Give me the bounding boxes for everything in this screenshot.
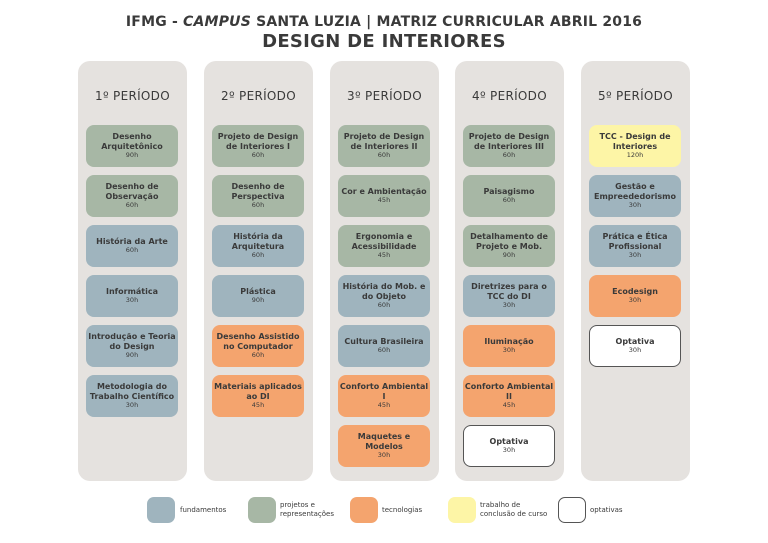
legend-label: projetos e representações — [280, 501, 335, 518]
course-name: Detalhamento de Projeto e Mob. — [470, 232, 548, 251]
course-card — [212, 225, 304, 267]
course-name: Introdução e Teoria do Design — [88, 332, 176, 351]
course-card — [86, 225, 178, 267]
course-card — [589, 175, 681, 217]
course-hours: 30h — [125, 401, 139, 409]
course-card — [212, 275, 304, 317]
legend-label: tecnologias — [382, 506, 423, 514]
period-title: 1º PERÍODO — [95, 89, 170, 103]
course-name: Cor e Ambientação — [341, 186, 427, 196]
legend-label: fundamentos — [180, 506, 227, 514]
course-hours: 60h — [251, 201, 265, 209]
course-name: Desenho Arquitetônico — [101, 132, 163, 151]
course-name: História da Arte — [96, 236, 168, 246]
course-name: Plástica — [240, 286, 276, 296]
course-hours: 60h — [251, 351, 265, 359]
course-card — [463, 175, 555, 217]
course-hours: 30h — [502, 301, 516, 309]
course-card — [212, 175, 304, 217]
course-card — [212, 375, 304, 417]
course-hours: 30h — [628, 201, 642, 209]
course-hours: 60h — [125, 246, 139, 255]
course-name: Diretrizes para o TCC do DI — [471, 282, 547, 301]
course-name: Metodologia do Trabalho Científico — [89, 382, 175, 401]
course-card — [212, 325, 304, 367]
course-hours: 30h — [628, 296, 642, 305]
course-hours: 30h — [377, 451, 391, 459]
legend-swatch — [147, 497, 175, 523]
course-name: Prática e Ética Profissional — [602, 232, 668, 251]
course-name: Optativa — [489, 436, 529, 446]
course-hours: 90h — [125, 351, 139, 359]
course-hours: 120h — [626, 151, 644, 159]
course-hours: 60h — [125, 201, 139, 209]
course-card — [463, 275, 555, 317]
course-card — [338, 375, 430, 417]
legend-swatch — [558, 497, 586, 523]
course-name: Desenho Assistido no Computador — [216, 332, 300, 351]
legend-swatch — [448, 497, 476, 523]
page-subtitle: IFMG - CAMPUS SANTA LUZIA | MATRIZ CURRICULAR ABRIL 2016 — [125, 14, 643, 30]
course-name: Desenho de Observação — [105, 182, 159, 201]
course-name: Projeto de Design de Interiores I — [217, 132, 299, 151]
period-title: 4º PERÍODO — [472, 89, 547, 103]
course-card — [86, 325, 178, 367]
course-card — [338, 325, 430, 367]
course-card — [463, 375, 555, 417]
course-card — [589, 225, 681, 267]
period-column — [330, 61, 439, 481]
course-hours: 45h — [377, 401, 391, 409]
course-name: TCC - Design de Interiores — [599, 132, 671, 151]
course-name: História do Mob. e do Objeto — [342, 282, 426, 301]
course-hours: 60h — [377, 301, 391, 309]
period-column — [204, 61, 313, 481]
legend-swatch — [350, 497, 378, 523]
curriculum-grid — [78, 61, 690, 481]
course-card — [338, 225, 430, 267]
course-name: Gestão e Empreededorismo — [594, 182, 676, 201]
course-card — [338, 275, 430, 317]
course-name: Optativa — [615, 336, 655, 346]
course-hours: 45h — [251, 401, 265, 409]
course-card — [338, 425, 430, 467]
legend-label: optativas — [590, 506, 623, 514]
period-title: 3º PERÍODO — [347, 89, 422, 103]
period-column — [78, 61, 187, 481]
course-card — [86, 175, 178, 217]
period-title: 2º PERÍODO — [221, 89, 296, 103]
course-name: Materiais aplicados ao DI — [214, 382, 302, 401]
course-hours: 30h — [502, 346, 516, 355]
course-hours: 90h — [251, 296, 265, 305]
course-hours: 45h — [377, 251, 391, 259]
course-card — [463, 425, 555, 467]
course-card — [463, 225, 555, 267]
course-name: Conforto Ambiental I — [339, 382, 429, 401]
course-card — [463, 125, 555, 167]
course-name: Projeto de Design de Interiores II — [343, 132, 425, 151]
course-hours: 30h — [628, 346, 642, 355]
course-card — [338, 175, 430, 217]
course-name: Ergonomia e Acessibilidade — [351, 232, 417, 251]
course-hours: 60h — [377, 346, 391, 355]
course-hours: 60h — [502, 151, 516, 159]
course-name: Desenho de Perspectiva — [231, 182, 285, 201]
course-name: Projeto de Design de Interiores III — [468, 132, 550, 151]
legend — [0, 497, 768, 527]
course-hours: 30h — [502, 446, 516, 455]
course-hours: 60h — [502, 196, 516, 205]
course-hours: 30h — [125, 296, 139, 305]
course-hours: 60h — [251, 151, 265, 159]
course-card — [86, 125, 178, 167]
course-hours: 60h — [377, 151, 391, 159]
course-card — [589, 275, 681, 317]
page-title: DESIGN DE INTERIORES — [262, 31, 506, 52]
legend-swatch — [248, 497, 276, 523]
course-hours: 90h — [502, 251, 516, 259]
course-hours: 30h — [628, 251, 642, 259]
course-card — [589, 325, 681, 367]
period-column — [455, 61, 564, 481]
course-name: Cultura Brasileira — [344, 336, 424, 346]
period-title: 5º PERÍODO — [598, 89, 673, 103]
course-card — [338, 125, 430, 167]
course-card — [589, 125, 681, 167]
page-header — [0, 14, 768, 52]
course-name: Paisagismo — [483, 186, 535, 196]
legend-label: trabalho de conclusão de curso — [480, 501, 548, 518]
course-hours: 90h — [125, 151, 139, 159]
course-name: Informática — [105, 286, 159, 296]
course-hours: 60h — [251, 251, 265, 259]
course-name: Iluminação — [484, 336, 534, 346]
course-hours: 45h — [502, 401, 516, 409]
course-card — [463, 325, 555, 367]
course-name: Maquetes e Modelos — [357, 432, 411, 451]
course-card — [86, 275, 178, 317]
course-name: Conforto Ambiental II — [464, 382, 554, 401]
course-name: Ecodesign — [612, 286, 658, 296]
course-name: História da Arquitetura — [231, 232, 285, 251]
period-column — [581, 61, 690, 481]
course-card — [86, 375, 178, 417]
course-card — [212, 125, 304, 167]
course-hours: 45h — [377, 196, 391, 205]
